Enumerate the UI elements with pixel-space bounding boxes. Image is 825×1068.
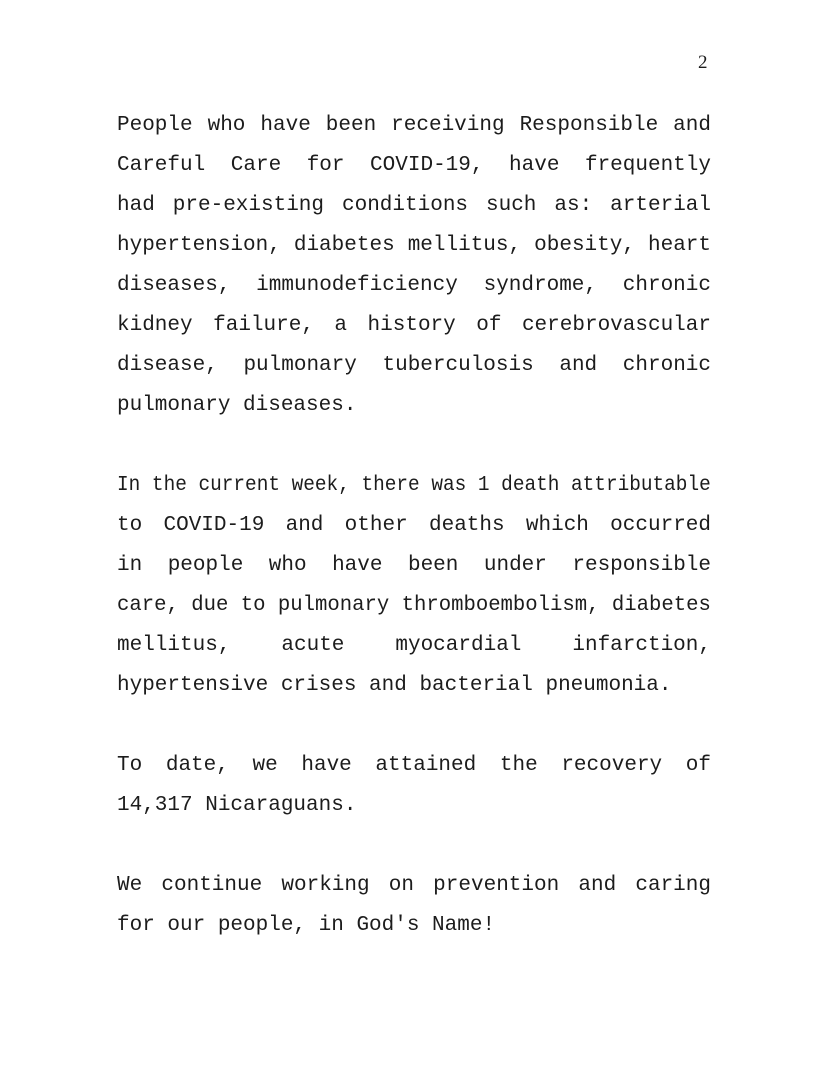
text-line: pulmonary diseases. [117, 394, 357, 417]
paragraph-preexisting-conditions [117, 106, 711, 426]
text-line: kidney failure, a history of cerebrovascular [117, 314, 711, 337]
page-number: 2 [698, 52, 708, 73]
text-line: People who have been receiving Responsible and [117, 114, 711, 137]
text-line: disease, pulmonary tuberculosis and chronic [117, 354, 711, 377]
text-line: for our people, in God's Name! [117, 914, 496, 937]
text-line: We continue working on prevention and caring [117, 874, 711, 897]
text-line: care, due to pulmonary thromboembolism, diabetes [117, 594, 711, 617]
text-line: 14,317 Nicaraguans. [117, 794, 357, 817]
text-line: in people who have been under responsible [117, 554, 711, 577]
text-line: To date, we have attained the recovery of [117, 754, 711, 777]
paragraph-closing [117, 866, 711, 946]
text-line: In the current week, there was 1 death attributable [117, 474, 711, 497]
text-line: had pre-existing conditions such as: arterial [117, 194, 711, 217]
document-body [117, 106, 711, 986]
text-line: Careful Care for COVID-19, have frequently [117, 154, 711, 177]
text-line: diseases, immunodeficiency syndrome, chronic [117, 274, 711, 297]
text-line: hypertension, diabetes mellitus, obesity, heart [117, 234, 711, 257]
text-line: to COVID-19 and other deaths which occurred [117, 514, 711, 537]
paragraph-recoveries [117, 746, 711, 826]
text-line: mellitus, acute myocardial infarction, [117, 634, 711, 657]
paragraph-weekly-deaths [117, 466, 711, 706]
text-line: hypertensive crises and bacterial pneumonia. [117, 674, 672, 697]
